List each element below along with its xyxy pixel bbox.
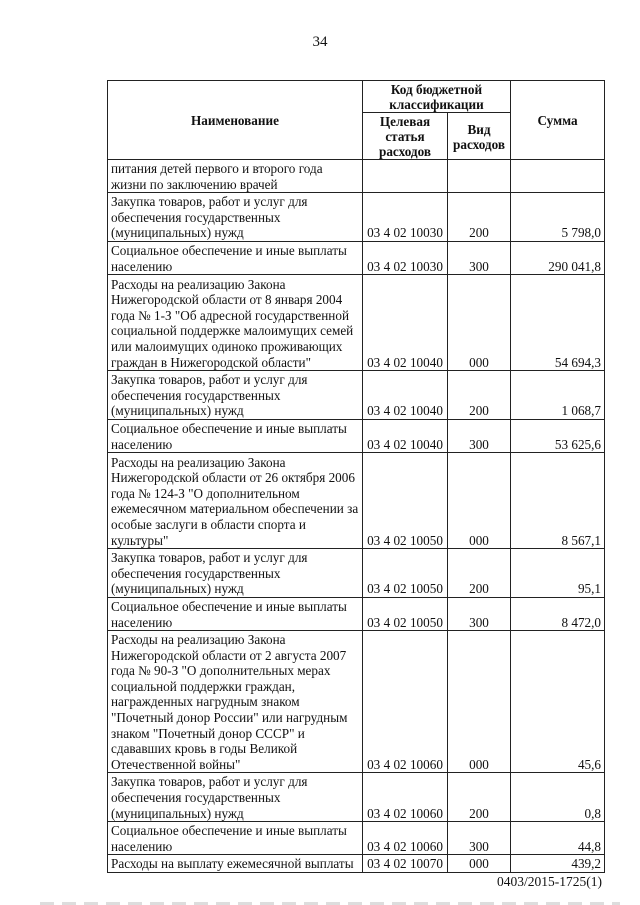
row-expense-kind (448, 160, 511, 193)
row-expense-kind: 000 (448, 275, 511, 371)
header-kind: Вид расходов (448, 113, 511, 160)
table-row (108, 631, 605, 773)
row-name: Закупка товаров, работ и услуг для обеспечения государственных (муниципальных) нужд (108, 549, 363, 598)
row-sum: 0,8 (511, 773, 605, 822)
page-number: 34 (312, 34, 328, 50)
row-sum: 8 567,1 (511, 453, 605, 549)
table-row (108, 597, 605, 630)
table-row (108, 160, 605, 193)
row-target-code: 03 4 02 10060 (363, 631, 448, 773)
row-name: Социальное обеспечение и иные выплаты населению (108, 241, 363, 274)
row-target-code: 03 4 02 10040 (363, 371, 448, 420)
header-target: Целевая статья расходов (363, 113, 448, 160)
row-sum: 8 472,0 (511, 597, 605, 630)
row-target-code: 03 4 02 10030 (363, 241, 448, 274)
table-row (108, 193, 605, 242)
row-target-code: 03 4 02 10030 (363, 193, 448, 242)
document-number: 0403/2015-1725(1) (497, 874, 602, 889)
row-name: Расходы на реализацию Закона Нижегородской области от 8 января 2004 года № 1-З "Об адресной государственной социальной поддержке малоимущих семей или малоимущих одиноко проживающих граждан в Нижегородской области" (108, 275, 363, 371)
row-sum: 5 798,0 (511, 193, 605, 242)
row-expense-kind: 300 (448, 419, 511, 452)
row-target-code: 03 4 02 10040 (363, 419, 448, 452)
row-target-code (363, 160, 448, 193)
row-name: Закупка товаров, работ и услуг для обеспечения государственных (муниципальных) нужд (108, 773, 363, 822)
row-name: Социальное обеспечение и иные выплаты населению (108, 822, 363, 855)
row-name: Социальное обеспечение и иные выплаты населению (108, 597, 363, 630)
row-sum: 45,6 (511, 631, 605, 773)
row-name: Расходы на реализацию Закона Нижегородской области от 2 августа 2007 года № 90-З "О дополнительных мерах социальной поддержки граждан, награжденных нагрудным знаком "Почетный донор России" или нагрудным знаком "Почетный донор СССР" и сдававших кровь в годы Великой Отечественной войны" (108, 631, 363, 773)
header-name: Наименование (108, 81, 363, 160)
row-target-code: 03 4 02 10070 (363, 855, 448, 873)
row-target-code: 03 4 02 10050 (363, 453, 448, 549)
table-row (108, 419, 605, 452)
row-expense-kind: 200 (448, 773, 511, 822)
row-expense-kind: 300 (448, 241, 511, 274)
header-code-group: Код бюджетной классификации (363, 81, 511, 113)
table-row (108, 855, 605, 873)
row-target-code: 03 4 02 10050 (363, 597, 448, 630)
row-expense-kind: 300 (448, 597, 511, 630)
row-expense-kind: 200 (448, 549, 511, 598)
row-expense-kind: 200 (448, 371, 511, 420)
row-name: Расходы на реализацию Закона Нижегородской области от 26 октября 2006 года № 124-З "О дополнительном ежемесячном материальном обеспечении за особые заслуги в области спорта и культуры" (108, 453, 363, 549)
row-target-code: 03 4 02 10060 (363, 773, 448, 822)
row-sum: 290 041,8 (511, 241, 605, 274)
table-row (108, 371, 605, 420)
row-name: Социальное обеспечение и иные выплаты населению (108, 419, 363, 452)
row-sum: 439,2 (511, 855, 605, 873)
row-name: Закупка товаров, работ и услуг для обеспечения государственных (муниципальных) нужд (108, 193, 363, 242)
row-target-code: 03 4 02 10040 (363, 275, 448, 371)
row-name: Закупка товаров, работ и услуг для обеспечения государственных (муниципальных) нужд (108, 371, 363, 420)
table-row (108, 822, 605, 855)
row-expense-kind: 000 (448, 453, 511, 549)
table-row (108, 549, 605, 598)
row-expense-kind: 200 (448, 193, 511, 242)
budget-table (107, 80, 605, 873)
table-row (108, 241, 605, 274)
row-target-code: 03 4 02 10060 (363, 822, 448, 855)
row-expense-kind: 300 (448, 822, 511, 855)
table-row (108, 275, 605, 371)
row-name: питания детей первого и второго года жизни по заключению врачей (108, 160, 363, 193)
row-sum: 54 694,3 (511, 275, 605, 371)
row-sum (511, 160, 605, 193)
row-sum: 1 068,7 (511, 371, 605, 420)
table-row (108, 773, 605, 822)
header-sum: Сумма (511, 81, 605, 160)
row-sum: 53 625,6 (511, 419, 605, 452)
row-target-code: 03 4 02 10050 (363, 549, 448, 598)
table-row (108, 453, 605, 549)
row-sum: 95,1 (511, 549, 605, 598)
row-expense-kind: 000 (448, 631, 511, 773)
row-expense-kind: 000 (448, 855, 511, 873)
row-sum: 44,8 (511, 822, 605, 855)
row-name: Расходы на выплату ежемесячной выплаты (108, 855, 363, 873)
